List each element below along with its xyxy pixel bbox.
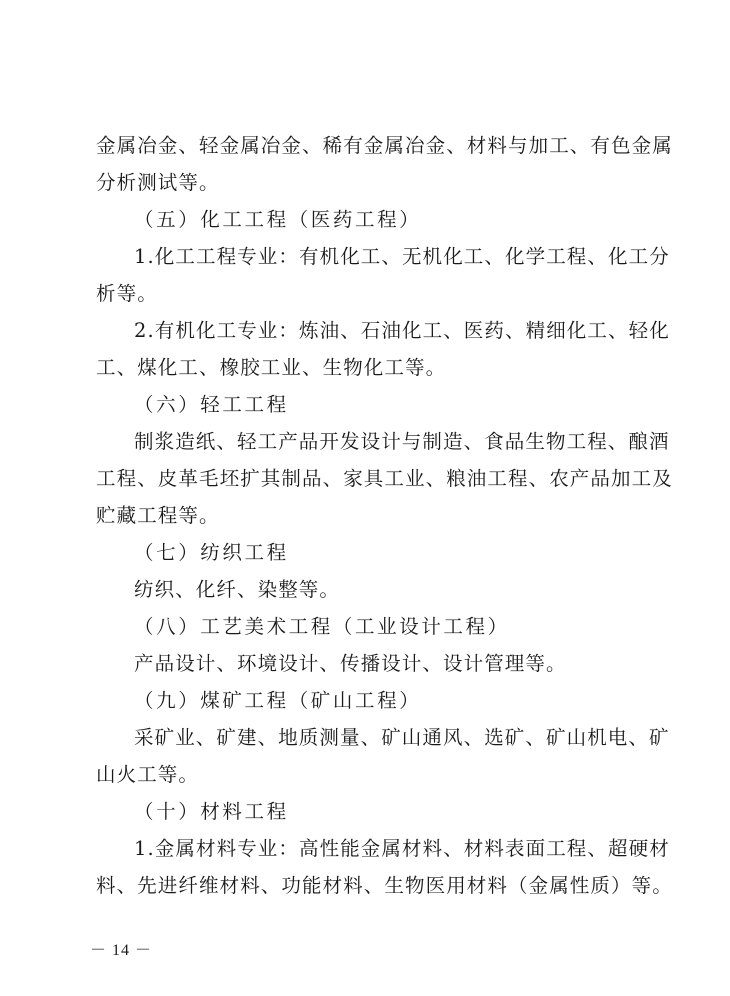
body-text-line: 制浆造纸、轻工产品开发设计与制造、食品生物工程、酿酒 <box>134 430 670 453</box>
section-heading-8: （八）工艺美术工程（工业设计工程） <box>134 615 510 638</box>
body-text-line: 采矿业、矿建、地质测量、矿山通风、选矿、矿山机电、矿 <box>134 726 670 749</box>
body-text-line: 纺织、化纤、染整等。 <box>134 578 341 601</box>
body-text-line: 2.有机化工专业：炼油、石油化工、医药、精细化工、轻化 <box>134 319 670 342</box>
section-heading-10: （十）材料工程 <box>134 800 289 823</box>
body-text-line: 1.金属材料专业：高性能金属材料、材料表面工程、超硬材 <box>134 837 670 860</box>
body-text-line: 金属冶金、轻金属冶金、稀有金属冶金、材料与加工、有色金属 <box>96 134 673 157</box>
body-text-line: 1.化工工程专业：有机化工、无机化工、化学工程、化工分 <box>134 245 670 268</box>
body-text-line: 分析测试等。 <box>96 171 220 194</box>
section-heading-7: （七）纺织工程 <box>134 541 289 564</box>
body-text-line: 产品设计、环境设计、传播设计、设计管理等。 <box>134 652 567 675</box>
section-heading-9: （九）煤矿工程（矿山工程） <box>134 689 422 712</box>
body-text-line: 山火工等。 <box>96 763 200 786</box>
body-text-line: 贮藏工程等。 <box>96 504 220 527</box>
section-heading-5: （五）化工工程（医药工程） <box>134 208 422 231</box>
section-heading-6: （六）轻工工程 <box>134 393 289 416</box>
body-text-line: 料、先进纤维材料、功能材料、生物医用材料（金属性质）等。 <box>96 874 673 897</box>
body-text-line: 析等。 <box>96 282 158 305</box>
body-text-line: 工程、皮革毛坯扩其制品、家具工业、粮油工程、农产品加工及 <box>96 467 673 490</box>
body-text-line: 工、煤化工、橡胶工业、生物化工等。 <box>96 356 447 379</box>
page-number: － 14 － <box>90 942 153 959</box>
